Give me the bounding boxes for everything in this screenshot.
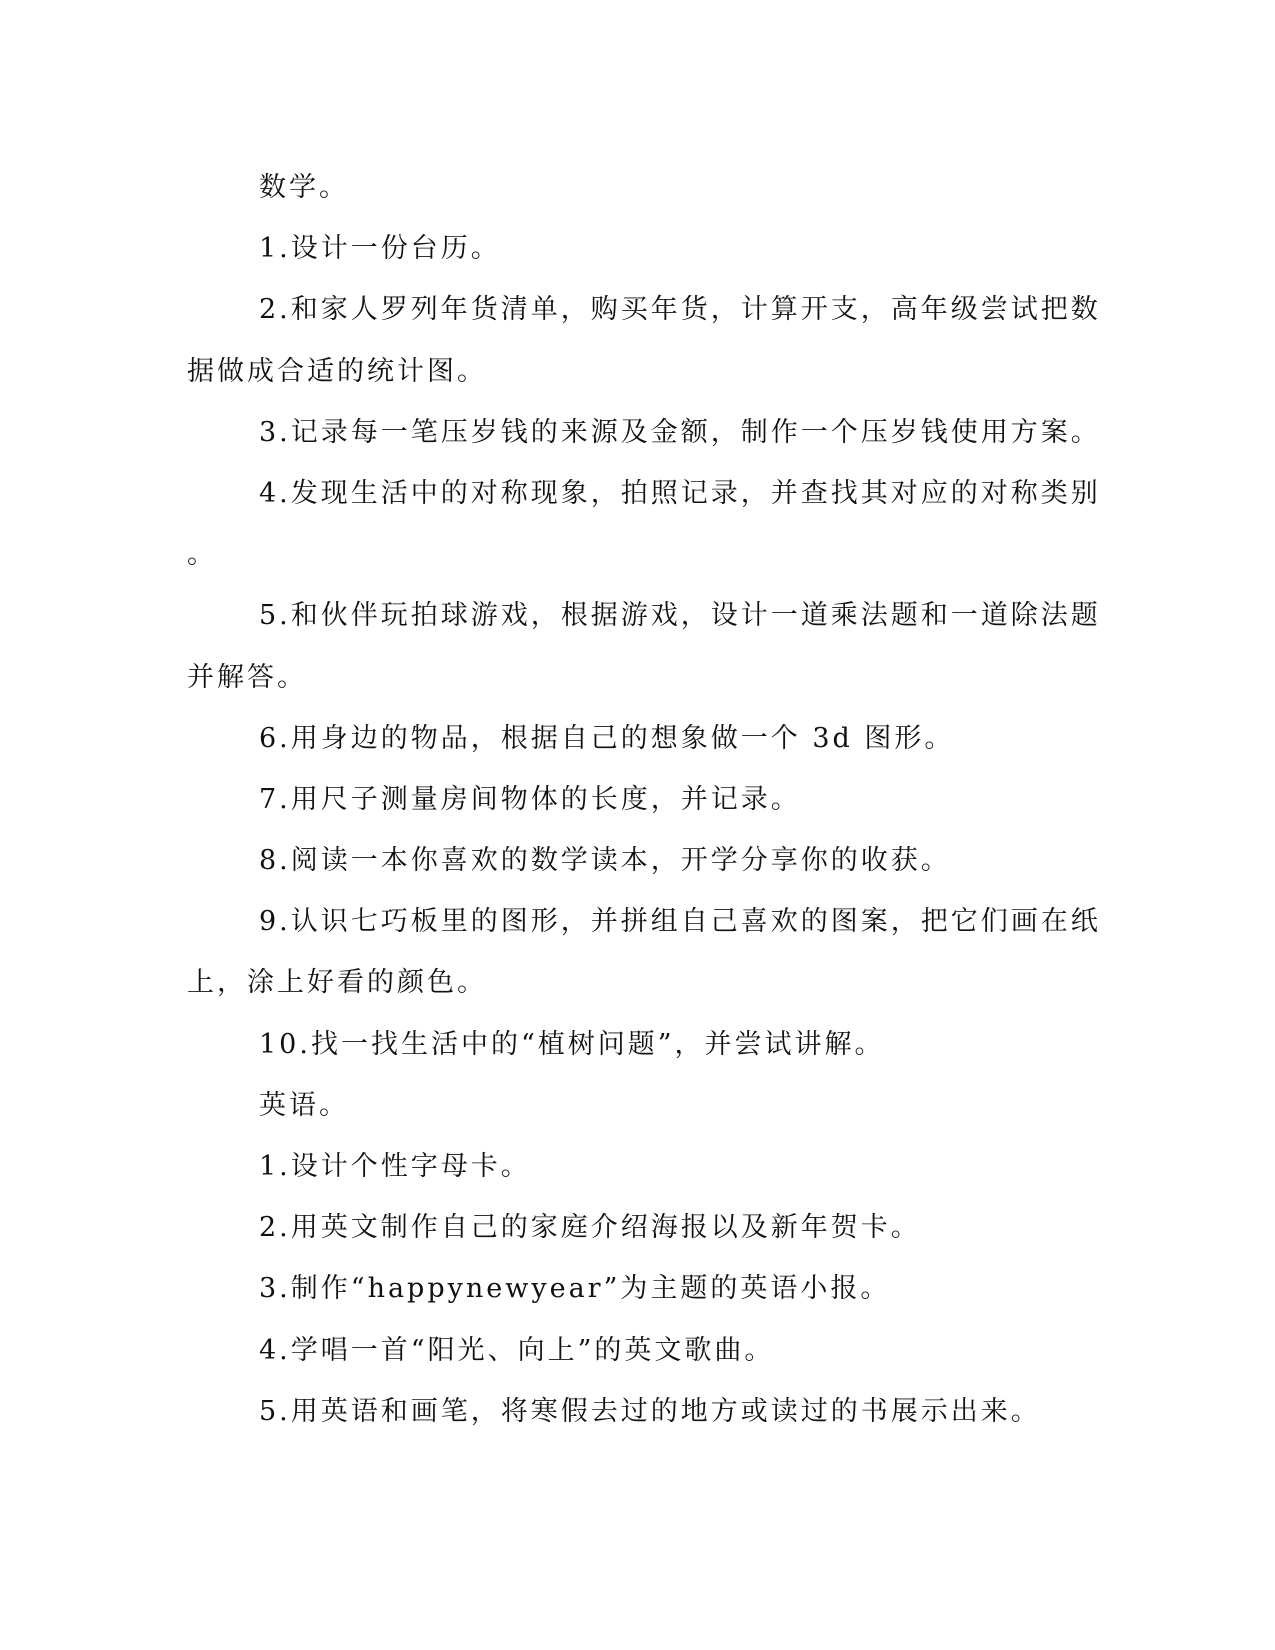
math-item-6: 6.用身边的物品，根据自己的想象做一个 3d 图形。 bbox=[259, 722, 955, 754]
document-body bbox=[187, 157, 1101, 1442]
english-item-2: 2.用英文制作自己的家庭介绍海报以及新年贺卡。 bbox=[259, 1212, 921, 1244]
math-item-1: 1.设计一份台历。 bbox=[259, 233, 501, 265]
math-heading: 数学。 bbox=[259, 172, 349, 203]
english-item-4: 4.学唱一首“阳光、向上”的英文歌曲。 bbox=[259, 1334, 775, 1366]
english-item-5: 5.用英语和画笔，将寒假去过的地方或读过的书展示出来。 bbox=[259, 1395, 1041, 1427]
math-item-9-line-2: 上，涂上好看的颜色。 bbox=[187, 967, 487, 999]
english-item-1: 1.设计个性字母卡。 bbox=[259, 1151, 531, 1182]
english-heading: 英语。 bbox=[259, 1089, 349, 1121]
math-item-3: 3.记录每一笔压岁钱的来源及金额，制作一个压岁钱使用方案。 bbox=[259, 416, 1101, 448]
math-item-9-line-1: 9.认识七巧板里的图形，并拼组自己喜欢的图案，把它们画在纸 bbox=[259, 906, 1101, 938]
math-item-4-line-2: 。 bbox=[187, 539, 217, 571]
math-item-8: 8.阅读一本你喜欢的数学读本，开学分享你的收获。 bbox=[259, 845, 951, 877]
math-item-10: 10.找一找生活中的“植树问题”，并尝试讲解。 bbox=[259, 1028, 885, 1060]
math-item-5-line-2: 并解答。 bbox=[187, 661, 307, 693]
math-item-2-line-2: 据做成合适的统计图。 bbox=[187, 355, 487, 387]
math-item-7: 7.用尺子测量房间物体的长度，并记录。 bbox=[259, 783, 801, 815]
english-item-3: 3.制作“happynewyear”为主题的英语小报。 bbox=[259, 1273, 891, 1305]
math-item-2-line-1: 2.和家人罗列年货清单，购买年货，计算开支，高年级尝试把数 bbox=[259, 294, 1101, 326]
math-item-4-line-1: 4.发现生活中的对称现象，拍照记录，并查找其对应的对称类别 bbox=[259, 477, 1101, 509]
math-item-5-line-1: 5.和伙伴玩拍球游戏，根据游戏，设计一道乘法题和一道除法题 bbox=[259, 600, 1101, 632]
